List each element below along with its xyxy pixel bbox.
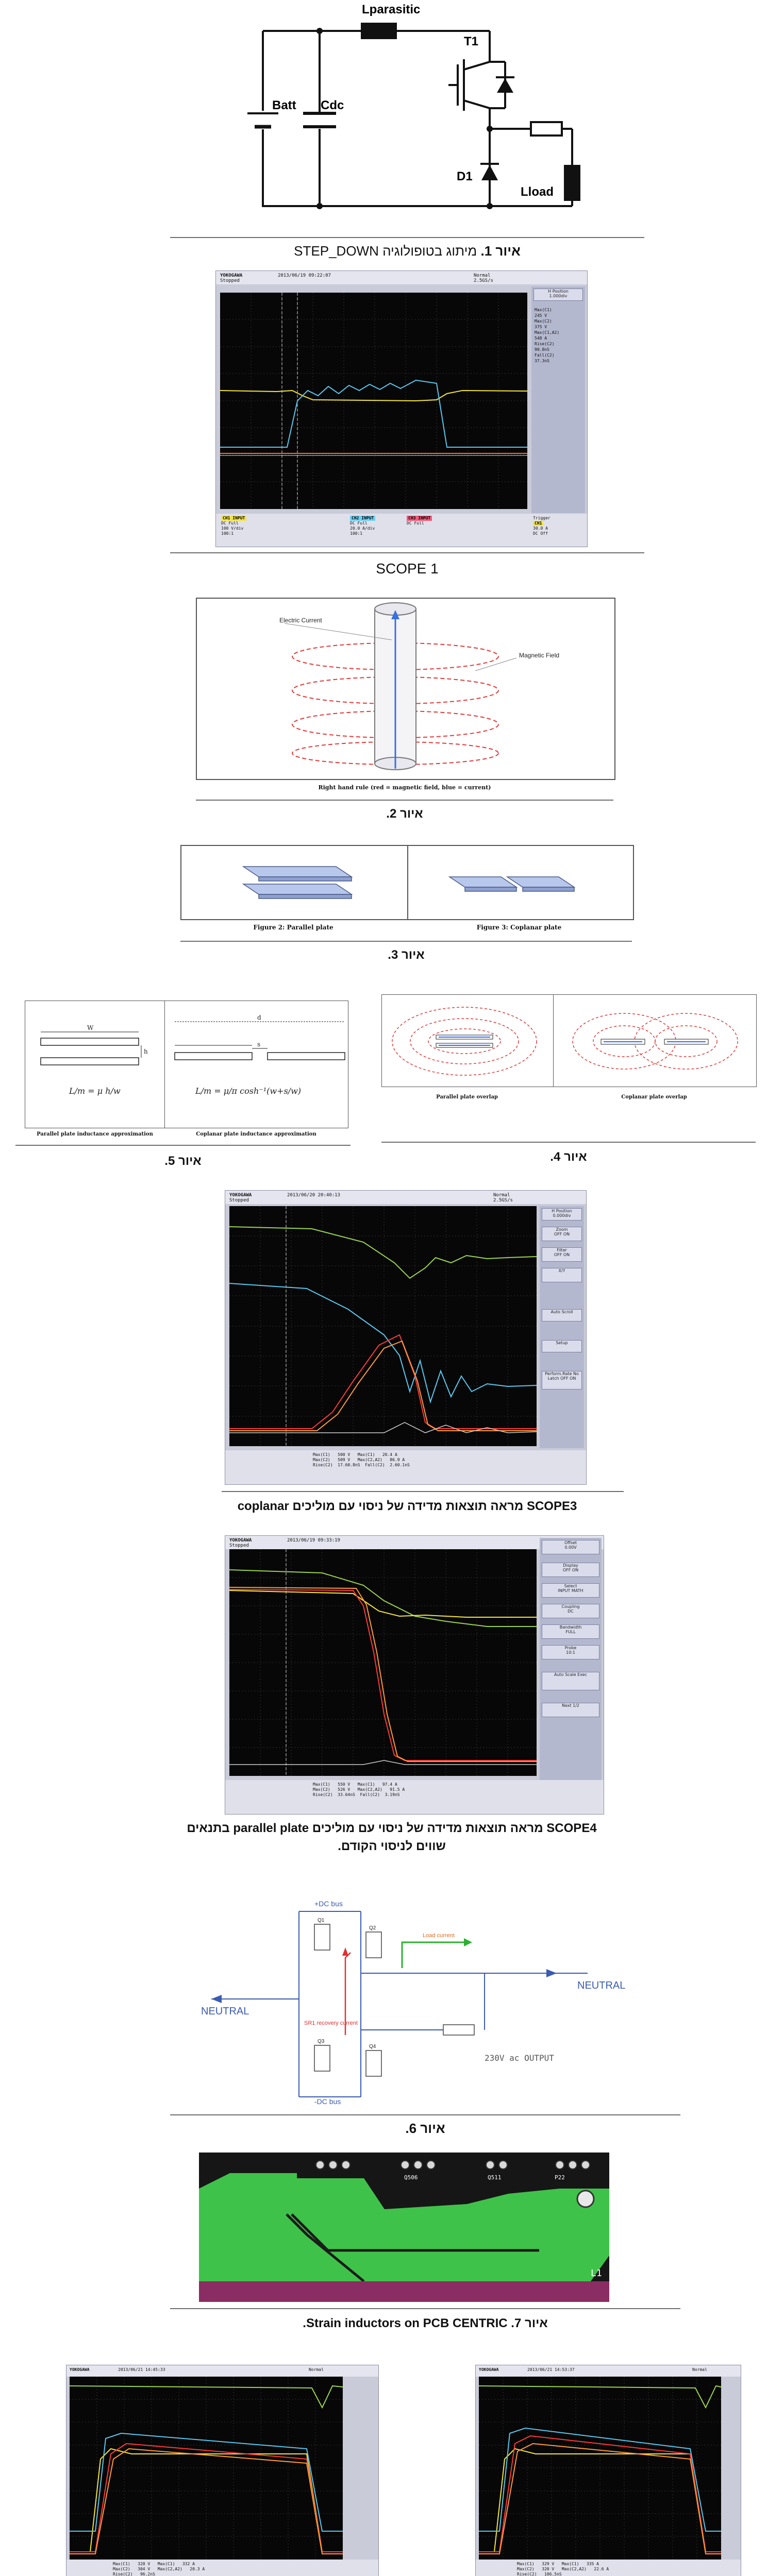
scope-side-panel: H Position 1.000div Max(C1) 245 V Max(C2) 375 V Max(C1,A2) 548 A Rise(C2) 90.8nS Fall(C2) 37.3nS [531,286,585,513]
coplanar-plate-label: Figure 3: Coplanar plate [476,924,562,931]
scope-footer: Max(C1) 320 V Max(C1) 332 A Max(C2) 304 V Max(C2,A2) 20.3 A Rise(C2) 96.2nS [66,2560,378,2576]
probe-button[interactable]: Probe 10:1 [542,1645,599,1659]
load-current-label: Load current [423,1933,455,1939]
pcb-photo [199,2153,609,2302]
parasitic-inductor-symbol [361,23,397,39]
scope-4-caption-line1: SCOPE4 מראה תוצאות מדידה של ניסוי עם מוליכים parallel plate בתנאים [187,1821,597,1835]
auto-scale-button[interactable]: Auto Scale Exec [542,1672,599,1690]
right-hand-rule-subtitle: Right hand rule (red = magnetic field, blue = current) [318,784,491,791]
inductance-approx-figure [25,1001,348,1128]
d1-diode-symbol [481,165,498,180]
label-cdc: Cdc [321,98,344,112]
scope-header: YOKOGAWA 2013/06/21 14:45:33 Normal [66,2365,378,2377]
neutral-left-label: NEUTRAL [201,2006,249,2017]
step-down-circuit [242,0,582,227]
scope-waveform-area [229,1549,537,1776]
scope-header: YOKOGAWA Stopped 2013/06/20 20:40:13 Normal 2.5GS/s [225,1191,586,1204]
select-button[interactable]: Select INPUT MATH [542,1583,599,1598]
scope-3-caption: SCOPE3 מראה תוצאות מדידה של ניסוי עם מוליכים coplanar [237,1499,577,1513]
label-t1: T1 [464,35,479,48]
coplanar-overlap-label: Coplanar plate overlap [621,1094,687,1100]
perform-rate-button[interactable]: Perform.Rate No Latch OFF ON [542,1371,582,1389]
silkscreen-q506: Q506 [404,2174,418,2181]
scope-1-title: SCOPE 1 [376,561,439,577]
divider [222,1491,624,1492]
scope-header: YOKOGAWA Stopped 2013/06/19 09:33:19 [225,1536,604,1549]
scope-5-screenshot [475,2365,741,2576]
label-lparasitic: Lparasitic [362,3,421,16]
right-hand-rule-figure [196,598,615,780]
scope-waveform-area [479,2377,721,2560]
scope-waveform-area [229,1206,537,1446]
width-symbol: W [87,1024,94,1031]
figure-7-caption: איור 7. Strain inductors on PCB CENTRIC. [303,2316,548,2330]
xy-button[interactable]: X/Y [542,1268,582,1282]
load-inductor-symbol [564,165,580,201]
zoom-button[interactable]: Zoom OFF ON [542,1227,582,1241]
divider [170,552,644,553]
height-symbol: h [144,1048,148,1055]
figure-1-caption: איור 1. מיתוג בטופולוגיה STEP_DOWN [294,243,521,259]
figure-4-caption: איור 4. [550,1150,587,1164]
q3-label: Q3 [318,2039,325,2044]
scope-footer: Max(C1) 550 V Max(C1) 97.4 A Max(C2) 526 V Max(C2,A2) 91.5 A Rise(C2) 33.64nS Fall(C2) 3.19nS [225,1780,604,1814]
silkscreen-p22: P22 [555,2174,565,2181]
divider [15,1145,351,1146]
scope-waveform-area [220,293,527,509]
scope-6-screenshot [66,2365,379,2576]
figure-6-caption: איור 6. [405,2121,445,2136]
label-lload: Lload [521,185,554,199]
scope-footer: Max(C1) 500 V Max(C1) 20.4 A Max(C2) 509 V Max(C2,A2) 86.9 A Rise(C2) 17.60.8nS Fall(C2) 2.60.1nS [225,1450,586,1484]
divider [381,1142,756,1143]
auto-scroll-button[interactable]: Auto Scroll [542,1309,582,1321]
setup-button[interactable]: Setup [542,1340,582,1352]
display-button[interactable]: Display OFF ON [542,1563,599,1577]
parallel-approx-label: Parallel plate inductance approximation [37,1131,153,1137]
next-page-button[interactable]: Next 1/2 [542,1703,599,1717]
figure-2-caption: איור 2. [386,807,423,821]
scope-footer: CH1 INPUT DC Full 100 V/div 100:1 CH2 INPUT DC Full 20.0 A/div 100:1 CH3 INPUT DC Full Trigger CH1 30.0 A DC Off [216,514,587,547]
q4-label: Q4 [369,2044,376,2049]
scope-1-screenshot [215,270,588,547]
label-batt: Batt [272,98,296,112]
divider [180,941,632,942]
divider [170,2308,680,2309]
divider [170,2114,680,2115]
scope-4-screenshot [225,1535,604,1815]
filter-button[interactable]: Filter OFF ON [542,1247,582,1262]
t1-diode-symbol [497,78,513,93]
scope-waveform-area [70,2377,343,2560]
scope-header: YOKOGAWA 2013/06/21 14:53:37 Normal [476,2365,741,2377]
neutral-right-label: NEUTRAL [577,1980,626,1991]
coupling-button[interactable]: Coupling DC [542,1604,599,1618]
divider [196,800,613,801]
output-label: 230V ac OUTPUT [485,2053,554,2063]
scope-header: YOKOGAWA Stopped 2013/06/19 09:22:07 Normal 2.5GS/s [216,271,587,284]
dc-minus-bus-label: -DC bus [314,2097,341,2106]
spacing-symbol: s [257,1041,261,1048]
inverter-schematic [196,1896,639,2107]
scope-3-screenshot [225,1190,587,1485]
figure-3-caption: איור 3. [388,948,425,962]
figure-5-caption: איור 5. [164,1154,202,1168]
dc-plus-bus-label: +DC bus [314,1900,343,1908]
scope-side-panel: Offset 0.00V Display OFF ON Select INPUT MATH Coupling DC Bandwidth FULL Probe 10:1 Auto Scale Exec Next 1/2 [540,1538,602,1780]
q2-label: Q2 [369,1925,376,1931]
q1-label: Q1 [318,1918,325,1923]
label-d1: D1 [457,170,473,183]
silkscreen-q511: Q511 [488,2174,502,2181]
parallel-overlap-label: Parallel plate overlap [436,1094,498,1100]
bandwidth-button[interactable]: Bandwidth FULL [542,1624,599,1639]
plate-overlap-figure [381,994,757,1087]
divider [170,237,644,238]
magnetic-field-label: Magnetic Field [519,652,560,659]
scope-footer: Max(C1) 329 V Max(C1) 335 A Max(C2) 320 V Max(C2,A2) 22.6 A Rise(C2) 106.5nS [476,2560,741,2576]
electric-current-label: Electric Current [279,617,322,624]
distance-symbol: d [257,1014,261,1021]
scope-4-caption-line2: שווים לניסוי הקודם. [338,1839,446,1853]
recovery-current-label: SR1 recovery current [304,2020,358,2026]
parallel-formula: L/m = μ h/w [69,1086,121,1096]
scope-side-panel: H Position 0.000div Zoom OFF ON Filter OFF ON X/Y Auto Scroll Setup Perform.Rate No Latch OFF ON [540,1206,584,1448]
coplanar-formula: L/m = μ/π cosh⁻¹(w+s/w) [195,1086,302,1096]
parallel-plate-label: Figure 2: Parallel plate [253,924,333,931]
silkscreen-l1: L1 [591,2268,602,2279]
plates-figure [180,845,634,920]
load-resistor-symbol [531,122,562,135]
coplanar-approx-label: Coplanar plate inductance approximation [196,1131,316,1137]
